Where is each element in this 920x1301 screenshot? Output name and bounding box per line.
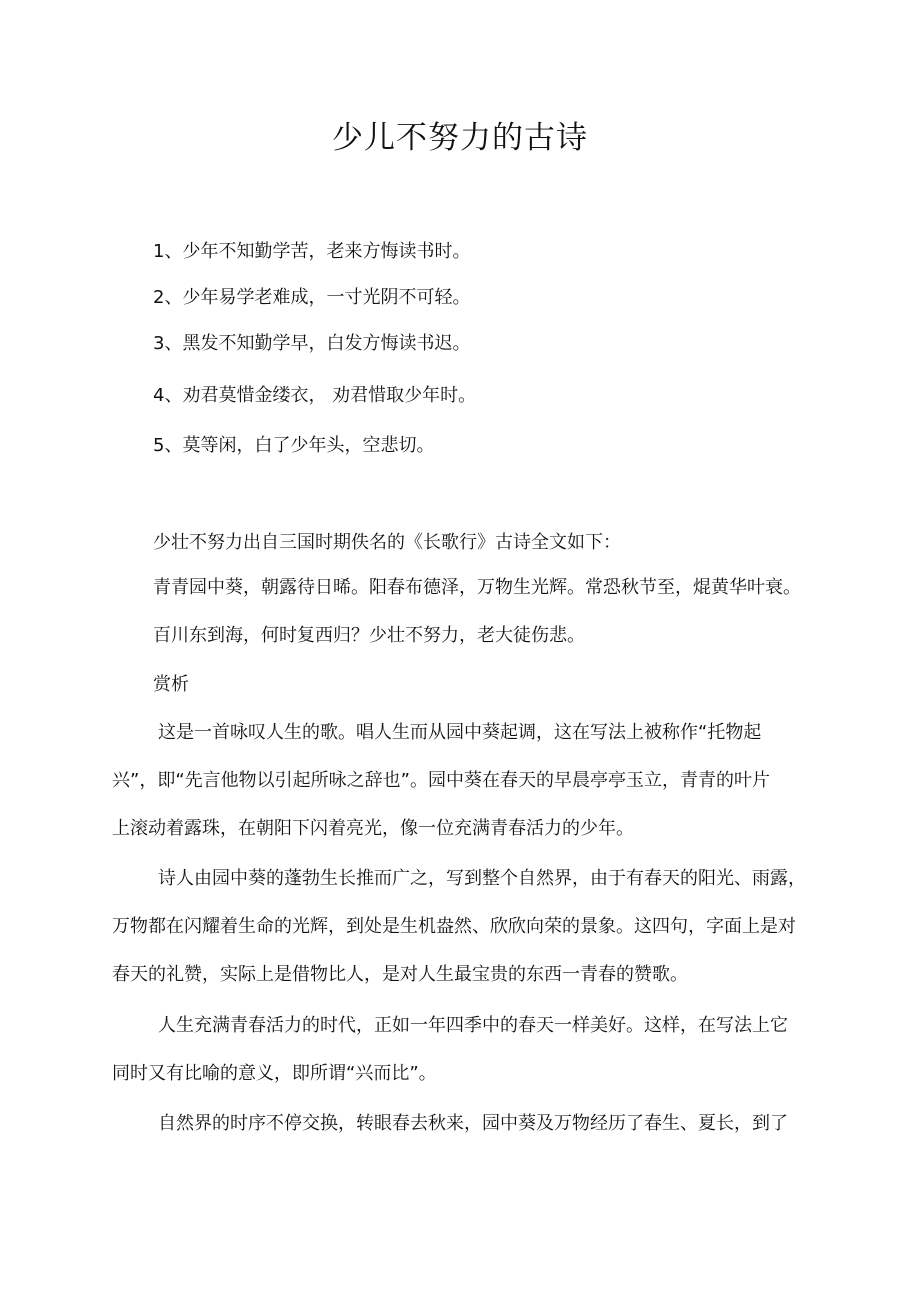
section-heading-appreciation: 赏析 [153,674,189,695]
poem-list-item-3: 3、黑发不知勤学早，白发方悔读书迟。 [153,333,471,354]
poem-list-item-5: 5、莫等闲，白了少年头，空悲切。 [153,435,435,456]
analysis-line: 春天的礼赞，实际上是借物比人，是对人生最宝贵的东西一青春的赞歌。 [112,964,688,985]
poem-list-item-1: 1、少年不知勤学苦，老来方悔读书时。 [153,241,471,262]
analysis-line: 万物都在闪耀着生命的光辉，到处是生机盎然、欣欣向荣的景象。这四句，字面上是对 [112,916,796,937]
poem-text-line-2: 百川东到海，何时复西归？少壮不努力，老大徒伤悲。 [153,625,585,646]
poem-text-line-1: 青青园中葵，朝露待日晞。阳春布德泽，万物生光辉。常恐秋节至，焜黄华叶衰。 [153,577,801,598]
page-title: 少儿不努力的古诗 [332,120,588,156]
poem-source-intro: 少壮不努力出自三国时期佚名的《长歌行》古诗全文如下： [153,532,621,553]
analysis-line: 兴”，即“先言他物以引起所咏之辞也”。园中葵在春天的早晨亭亭玉立，青青的叶片 [112,770,770,791]
analysis-line: 诗人由园中葵的蓬勃生长推而广之，写到整个自然界，由于有春天的阳光、雨露， [158,868,806,889]
analysis-line: 上滚动着露珠，在朝阳下闪着亮光，像一位充满青春活力的少年。 [112,818,634,839]
analysis-line: 这是一首咏叹人生的歌。唱人生而从园中葵起调，这在写法上被称作“托物起 [158,722,762,743]
analysis-line: 人生充满青春活力的时代，正如一年四季中的春天一样美好。这样，在写法上它 [158,1015,788,1036]
analysis-line: 自然界的时序不停交换，转眼春去秋来，园中葵及万物经历了春生、夏长，到了 [158,1113,788,1134]
poem-list-item-2: 2、少年易学老难成，一寸光阴不可轻。 [153,287,471,308]
poem-list-item-4: 4、劝君莫惜金缕衣， 劝君惜取少年时。 [153,385,477,406]
analysis-line: 同时又有比喻的意义，即所谓“兴而比”。 [112,1063,437,1084]
